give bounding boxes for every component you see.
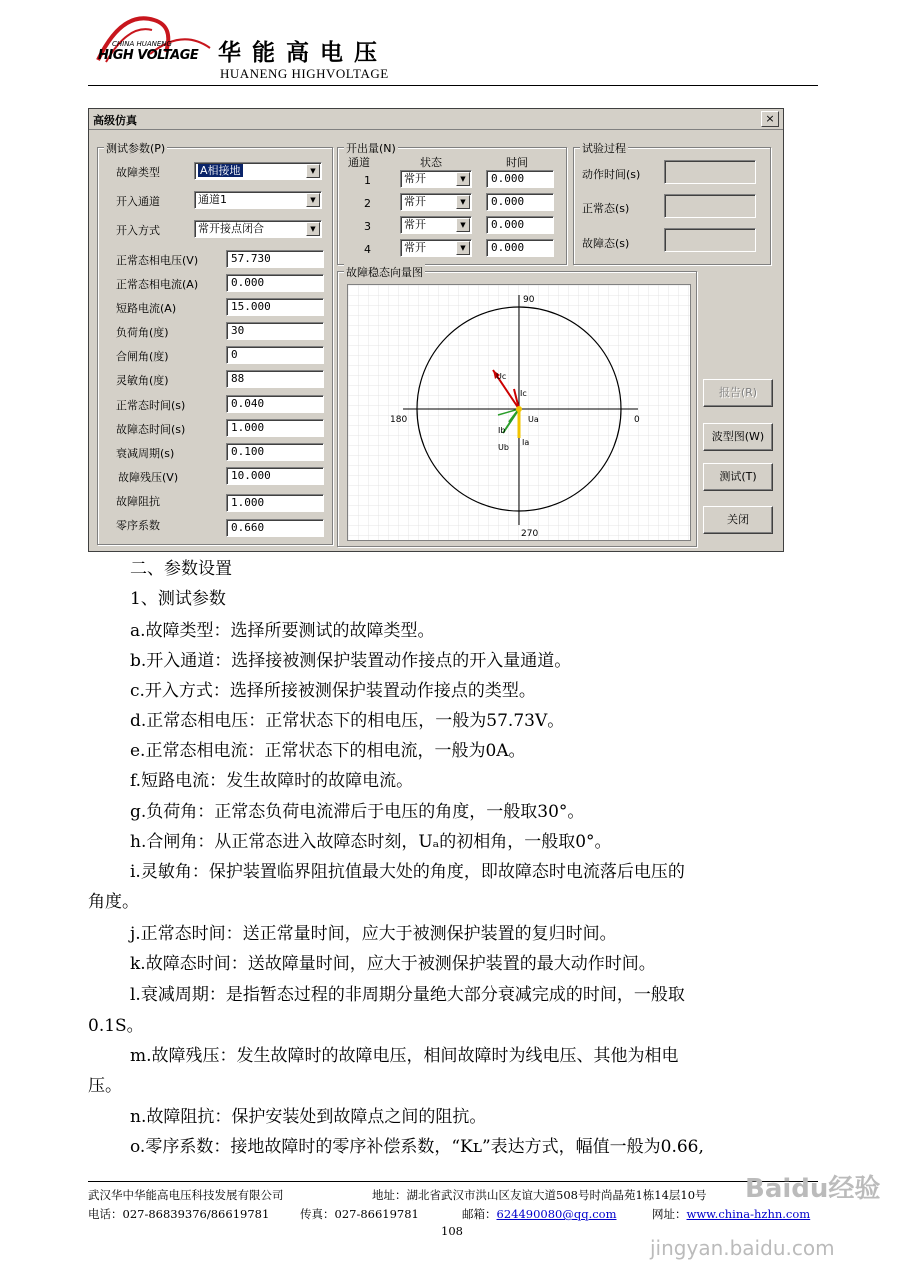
close-icon[interactable]: × [761,111,779,127]
output-channel: 1 [364,174,371,187]
ua-label: Ua [528,415,539,424]
ua-point [516,406,522,412]
body-line: 0.1S。 [88,1016,144,1036]
fault-state-label: 故障态(s) [582,237,630,250]
param-label: 正常态时间(s) [116,399,186,412]
subsection-heading: 1、测试参数 [130,589,226,609]
param-label: 短路电流(A) [116,302,177,315]
param-label: 衰减周期(s) [116,447,175,460]
company-logo [92,8,212,88]
dialog-title: 高级仿真 [93,114,137,127]
input-channel-label: 开入通道 [116,195,160,208]
normal-state-display [664,194,756,218]
test-button[interactable]: 测试(T) [703,463,773,491]
waveform-button[interactable]: 波型图(W) [703,423,773,451]
test-params-title: 测试参数(P) [106,142,166,155]
param-label: 故障残压(V) [118,471,179,484]
process-title: 试验过程 [582,142,626,155]
sensitive-angle-input[interactable]: 88 [226,370,324,388]
footer-fax: 传真：027-86619781 [300,1207,419,1221]
output-state-select[interactable] [400,239,472,257]
body-line: a.故障类型：选择所要测试的故障类型。 [130,621,435,641]
close-button[interactable]: 关闭 [703,506,773,534]
email-link[interactable]: 624490080@qq.com [496,1207,617,1221]
output-time-input[interactable]: 0.000 [486,193,554,211]
fault-impedance-input[interactable]: 1.000 [226,494,324,512]
body-line: d.正常态相电压：正常状态下的相电压，一般为57.73V。 [130,711,565,731]
param-label: 负荷角(度) [116,326,169,339]
chevron-down-icon[interactable]: ▼ [456,241,470,255]
uc-label: Uc [496,372,507,381]
angle-270-label: 270 [521,529,539,539]
body-line: b.开入通道：选择接被测保护装置动作接点的开入量通道。 [130,651,572,671]
body-line: f.短路电流：发生故障时的故障电流。 [130,771,414,791]
watermark-brand: Baidu经验 [745,1174,881,1204]
angle-0-label: 0 [634,415,640,425]
output-state-value: 常开 [404,195,426,208]
residual-voltage-input[interactable]: 10.000 [226,467,324,485]
footer-email [462,1206,617,1222]
param-label: 正常态相电流(A) [116,278,199,291]
output-time-input[interactable]: 0.000 [486,216,554,234]
output-channel: 2 [364,197,371,210]
output-time-input[interactable]: 0.000 [486,239,554,257]
angle-180-label: 180 [390,415,408,425]
normal-state-label: 正常态(s) [582,202,630,215]
footer-address: 地址：湖北省武汉市洪山区友谊大道508号时尚晶苑1栋14层10号 [372,1188,707,1202]
chevron-down-icon[interactable]: ▼ [456,218,470,232]
param-label: 正常态相电压(V) [116,254,199,267]
chevron-down-icon[interactable]: ▼ [456,195,470,209]
param-label: 故障态时间(s) [116,423,186,436]
action-time-display [664,160,756,184]
param-label: 故障阻抗 [116,495,160,508]
body-line: e.正常态相电流：正常状态下的相电流，一般为0A。 [130,741,526,761]
col-time: 时间 [506,156,528,169]
col-channel: 通道 [348,156,370,169]
output-time-input[interactable]: 0.000 [486,170,554,188]
body-line: 角度。 [88,892,139,912]
output-state-select[interactable] [400,170,472,188]
fault-state-display [664,228,756,252]
output-channel: 4 [364,243,371,256]
body-line: i.灵敏角：保护装置临界阻抗值最大处的角度，即故障态时电流落后电压的 [130,862,685,882]
ib-label: Ib [498,426,506,435]
vector-diagram-title: 故障稳态向量图 [346,266,423,279]
output-state-select[interactable] [400,216,472,234]
process-group [573,142,771,265]
footer-web [652,1206,810,1222]
input-mode-label: 开入方式 [116,224,160,237]
action-time-label: 动作时间(s) [582,168,641,181]
outputs-title: 开出量(N) [346,142,396,155]
param-label: 零序系数 [116,519,160,532]
param-label: 合闸角(度) [116,350,169,363]
normal-current-input[interactable]: 0.000 [226,274,324,292]
email-label: 邮箱： [462,1207,497,1221]
angle-90-label: 90 [523,295,535,305]
body-line: o.零序系数：接地故障时的零序补偿系数，“Kʟ”表达方式，幅值一般为0.66, [130,1137,704,1157]
footer-divider [88,1181,818,1182]
body-line: j.正常态时间：送正常量时间，应大于被测保护装置的复归时间。 [130,924,617,944]
fault-type-value: A相接地 [200,164,241,177]
body-line: g.负荷角：正常态负荷电流滞后于电压的角度，一般取30°。 [130,802,585,822]
vector-diagram-plot [347,284,691,541]
advanced-simulation-dialog [88,108,784,552]
web-link[interactable]: www.china-hzhn.com [686,1207,811,1221]
footer-company: 武汉华中华能高电压科技发展有限公司 [88,1188,284,1202]
closing-angle-input[interactable]: 0 [226,346,324,364]
input-channel-value: 通道1 [198,193,227,206]
normal-voltage-input[interactable]: 57.730 [226,250,324,268]
output-state-select[interactable] [400,193,472,211]
short-circuit-current-input[interactable]: 15.000 [226,298,324,316]
body-line: l.衰减周期：是指暂态过程的非周期分量绝大部分衰减完成的时间，一般取 [130,985,685,1005]
chevron-down-icon[interactable]: ▼ [306,164,320,178]
input-channel-select[interactable] [194,191,322,209]
output-state-value: 常开 [404,172,426,185]
ic-label: Ic [520,389,527,398]
report-button[interactable]: 报告(R) [703,379,773,407]
ia-label: Ia [522,438,530,447]
ub-label: Ub [498,443,509,452]
company-name-cn: 华能高电压 [218,40,388,66]
company-name-en: HUANENG HIGHVOLTAGE [220,66,389,81]
chevron-down-icon[interactable]: ▼ [456,172,470,186]
load-angle-input[interactable]: 30 [226,322,324,340]
zero-seq-coef-input[interactable]: 0.660 [226,519,324,537]
body-line: 压。 [88,1076,122,1096]
col-state: 状态 [420,156,442,169]
output-state-value: 常开 [404,241,426,254]
vector-diagram-svg [348,285,690,540]
footer-phone: 电话：027-86839376/86619781 [88,1207,270,1221]
fault-time-input[interactable]: 1.000 [226,419,324,437]
body-line: c.开入方式：选择所接被测保护装置动作接点的类型。 [130,681,536,701]
logo-main-text: HIGH VOLTAGE [98,48,199,63]
body-line: n.故障阻抗：保护安装处到故障点之间的阻抗。 [130,1107,487,1127]
section-heading: 二、参数设置 [130,559,232,579]
page-number: 108 [441,1224,463,1238]
dialog-titlebar [89,109,783,130]
test-params-group [97,142,333,545]
web-label: 网址： [652,1207,687,1221]
chevron-down-icon[interactable]: ▼ [306,193,320,207]
fault-type-select[interactable] [194,162,322,180]
chevron-down-icon[interactable]: ▼ [306,222,320,236]
input-mode-value: 常开接点闭合 [198,222,264,235]
fault-type-label: 故障类型 [116,166,160,179]
body-line: h.合闸角：从正常态进入故障态时刻，Uₐ的初相角，一般取0°。 [130,832,612,852]
watermark-url: jingyan.baidu.com [650,1236,835,1260]
decay-period-input[interactable]: 0.100 [226,443,324,461]
output-channel: 3 [364,220,371,233]
param-label: 灵敏角(度) [116,374,169,387]
input-mode-select[interactable] [194,220,322,238]
body-line: m.故障残压：发生故障时的故障电压，相间故障时为线电压、其他为相电 [130,1046,679,1066]
output-state-value: 常开 [404,218,426,231]
body-line: k.故障态时间：送故障量时间，应大于被测保护装置的最大动作时间。 [130,954,656,974]
header-divider [88,85,818,86]
outputs-group [337,142,567,265]
normal-time-input[interactable]: 0.040 [226,395,324,413]
logo-small-text: CHINA HUANENG [112,40,172,48]
